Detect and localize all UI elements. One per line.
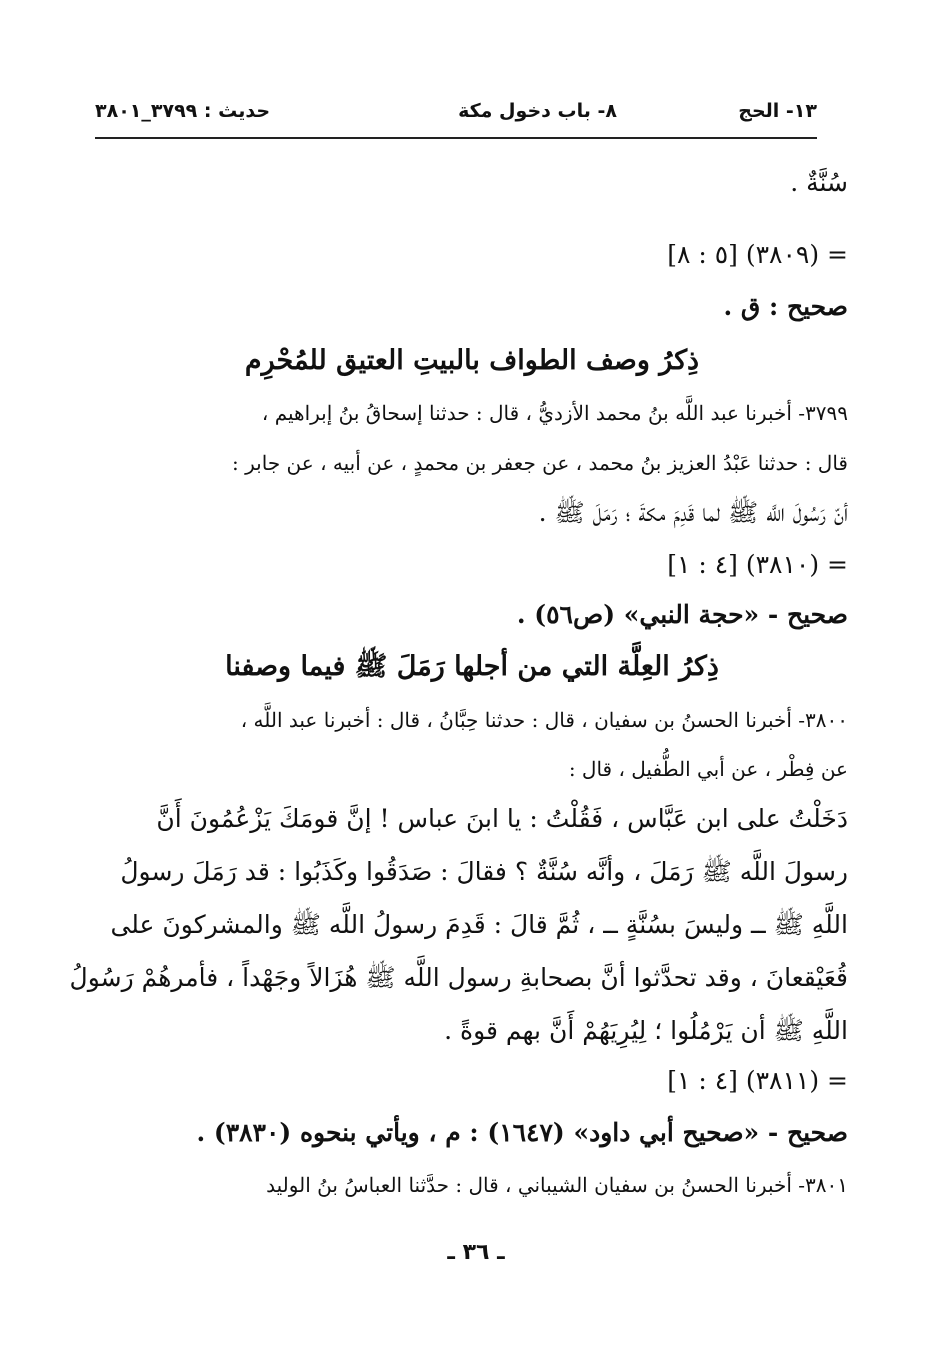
text-line: أنّ رَسُولَ اللَّه ﷺ لما قَدِمَ مكةَ ؛ رَمَلَ ﷺ .: [538, 498, 848, 527]
text-line: ٣٨٠١- أخبرنا الحسنُ بن سفيان الشيباني ، قال : حدَّثنا العباسُ بنُ الوليد: [266, 1173, 848, 1197]
text-line: سُنَّةٌ .: [790, 168, 848, 197]
running-head-chapter: ٨- باب دخول مكة: [458, 100, 617, 122]
running-head-hadith-range: حديث : ٣٧٩٩_٣٨٠١: [95, 100, 271, 122]
text-line: = (٣٨١١) [٤ : ١]: [667, 1066, 848, 1095]
text-line: صحيح : ق .: [723, 292, 848, 321]
section-heading: ذِكرُ العِلَّة التي من أجلها رَمَلَ ﷺ فيما وصفنا: [225, 651, 719, 682]
text-line: رسولَ اللَّه ﷺ رَمَلَ ، وأنَّه سُنَّةٌ ؟ فقالَ : صَدَقُوا وكَذَبُوا : قد رَمَلَ رسولُ: [120, 857, 848, 886]
text-line: قُعَيْقعانَ ، وقد تحدَّثوا أنَّ بصحابةِ رسول اللَّه ﷺ هُزَالاً وجَهْداً ، فأمرهُمْ رَسُولُ: [69, 963, 848, 992]
text-line: قال : حدثنا عَبْدُ العزيز بنُ محمد ، عن جعفر بن محمدٍ ، عن أبيه ، عن جابر :: [232, 451, 848, 475]
text-line: ٣٨٠٠- أخبرنا الحسنُ بن سفيان ، قال : حدثنا حِبَّانُ ، قال : أخبرنا عبد اللَّه ،: [240, 708, 848, 732]
text-line: = (٣٨١٠) [٤ : ١]: [667, 550, 848, 579]
text-line: ٣٧٩٩- أخبرنا عبد اللَّه بنُ محمد الأزديُّ ، قال : حدثنا إسحاقُ بنُ إبراهيم ،: [261, 401, 848, 425]
text-line: عن فِطْر ، عن أبي الطُّفيل ، قال :: [568, 757, 848, 781]
page-number: ـ ٣٦ ـ: [447, 1240, 505, 1265]
text-line: صحيح - «حجة النبي» (ص٥٦) .: [516, 600, 848, 629]
text-line: اللَّهِ ﷺ ــ وليسَ بسُنَّةٍ ــ ، ثُمَّ قالَ : قَدِمَ رسولُ اللَّه ﷺ والمشركونَ على: [110, 910, 848, 939]
running-head: [95, 100, 817, 130]
running-head-book: ١٣- الحج: [738, 100, 817, 122]
text-line: اللَّهِ ﷺ أن يَرْمُلُوا ؛ لِيُرِيَهُمْ أَنَّ بهم قوةً .: [444, 1016, 848, 1045]
section-heading: ذِكرُ وصف الطواف بالبيتِ العتيق للمُحْرِم: [244, 345, 700, 376]
text-line: دَخَلْتُ على ابن عَبَّاس ، فَقُلْتُ : يا ابنَ عباس ! إنَّ قومَكَ يَزْعُمُونَ أَنَّ: [156, 804, 848, 833]
text-line: صحيح - «صحيح أبي داود» (١٦٤٧) : م ، ويأتي بنحوه (٣٨٣٠) .: [196, 1118, 848, 1147]
text-line: = (٣٨٠٩) [٥ : ٨]: [667, 240, 848, 269]
header-rule: [95, 137, 817, 139]
